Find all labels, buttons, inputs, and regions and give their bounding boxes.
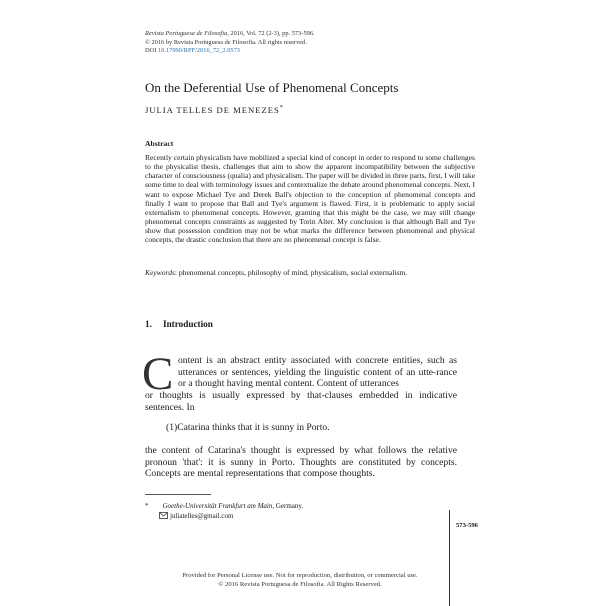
footnote-affiliation-line (145, 502, 303, 512)
drop-cap: C (142, 348, 174, 400)
journal-masthead (145, 30, 315, 56)
section-heading (145, 319, 213, 329)
doi-label: DOI (145, 47, 157, 55)
footnote-divider (145, 494, 211, 495)
section-number: 1. (145, 319, 152, 329)
footnote-affiliation: Goethe-Universität Frankfurt am Main, (162, 502, 275, 510)
page-range-rule (449, 510, 450, 606)
paper-title: On the Deferential Use of Phenomenal Concepts (145, 80, 399, 95)
doi-line (145, 47, 315, 56)
envelope-icon (159, 512, 168, 523)
copyright-line: © 2016 by Revista Portuguesa de Filosofia. All rights reserved. (145, 38, 307, 46)
keywords-label: Keywords (145, 268, 175, 277)
numbered-example (166, 422, 330, 433)
intro-paragraph-start: ontent is an abstract entity associated with concrete entities, such as utterances or sentences, yielding the linguistic content of an utte-rance or a thought having mental content. Content of utterances (178, 355, 457, 390)
citation-line (145, 30, 315, 39)
license-notice (0, 572, 600, 590)
keywords-line (145, 268, 475, 277)
author-name: JULIA TELLES DE MENEZES (145, 105, 280, 115)
citation-details: , 2016, Vol. 72 (2-3), pp. 573-596. (227, 30, 315, 37)
journal-name: Revista Portuguesa de Filosofia (145, 30, 228, 37)
footnote (145, 502, 303, 522)
license-line-1: Provided for Personal License use. Not for reproduction, distribution, or commercial use. (182, 572, 418, 579)
keywords-list: : phenomenal concepts, philosophy of mind, physicalism, social externalism. (174, 268, 408, 277)
footnote-mark: * (145, 502, 149, 510)
example-number: (1) (166, 422, 178, 433)
author-email[interactable]: juliatelles@gmail.com (170, 511, 234, 520)
page-range: 573-596 (456, 522, 478, 529)
footnote-email-line (145, 512, 303, 523)
intro-paragraph-continuation: or thoughts is usually expressed by that-clauses embedded in indicative sentences. In (145, 390, 457, 413)
abstract-heading: Abstract (145, 139, 174, 148)
footnote-country: Germany. (274, 502, 304, 510)
abstract-text: Recently certain physicalists have mobilized a special kind of concept in order to respond to some challenges to the physicalist thesis, challenges that aim to show the apparent incompatibility between the subjective character of consciousness (qualia) and physicalism. The paper will be divided in three parts, first, I will take some time to deal with terminology issues and contextualize the debate around phenomenal concepts. Next, I want to expose Michael Tye and Derek Ball's objection to the conception of phenomenal concepts and finally I want to propose that Ball and Tye's argument is flawed. First, it is problematic to apply social externalism to phenomenal concepts. However, granting that this might be the case, we may still change phenomenal concepts constraints as suggested by Torin Alter. My conclusion is that although Ball and Tye show that possession condition may not be what marks the difference between phenomenal and physical concepts, the drastic conclusion that there are no phenomenal concept is false. (145, 153, 475, 245)
intro-paragraph-after-example: the content of Catarina's thought is expressed by what follows the relative pronoun 'that': it is sunny in Porto. Thoughts are constituted by concepts. Concepts are mental representations that compose thoughts. (145, 445, 457, 480)
section-title: Introduction (163, 319, 213, 329)
example-text: Catarina thinks that it is sunny in Porto. (177, 422, 330, 433)
author-footnote-mark[interactable]: * (279, 105, 283, 112)
license-line-2: © 2016 Revista Portuguesa de Filosofia. All Rights Reserved. (218, 580, 382, 588)
author-line (145, 105, 283, 115)
doi-link[interactable]: 10.17990/RPF/2016_72_2.0573 (157, 47, 240, 55)
